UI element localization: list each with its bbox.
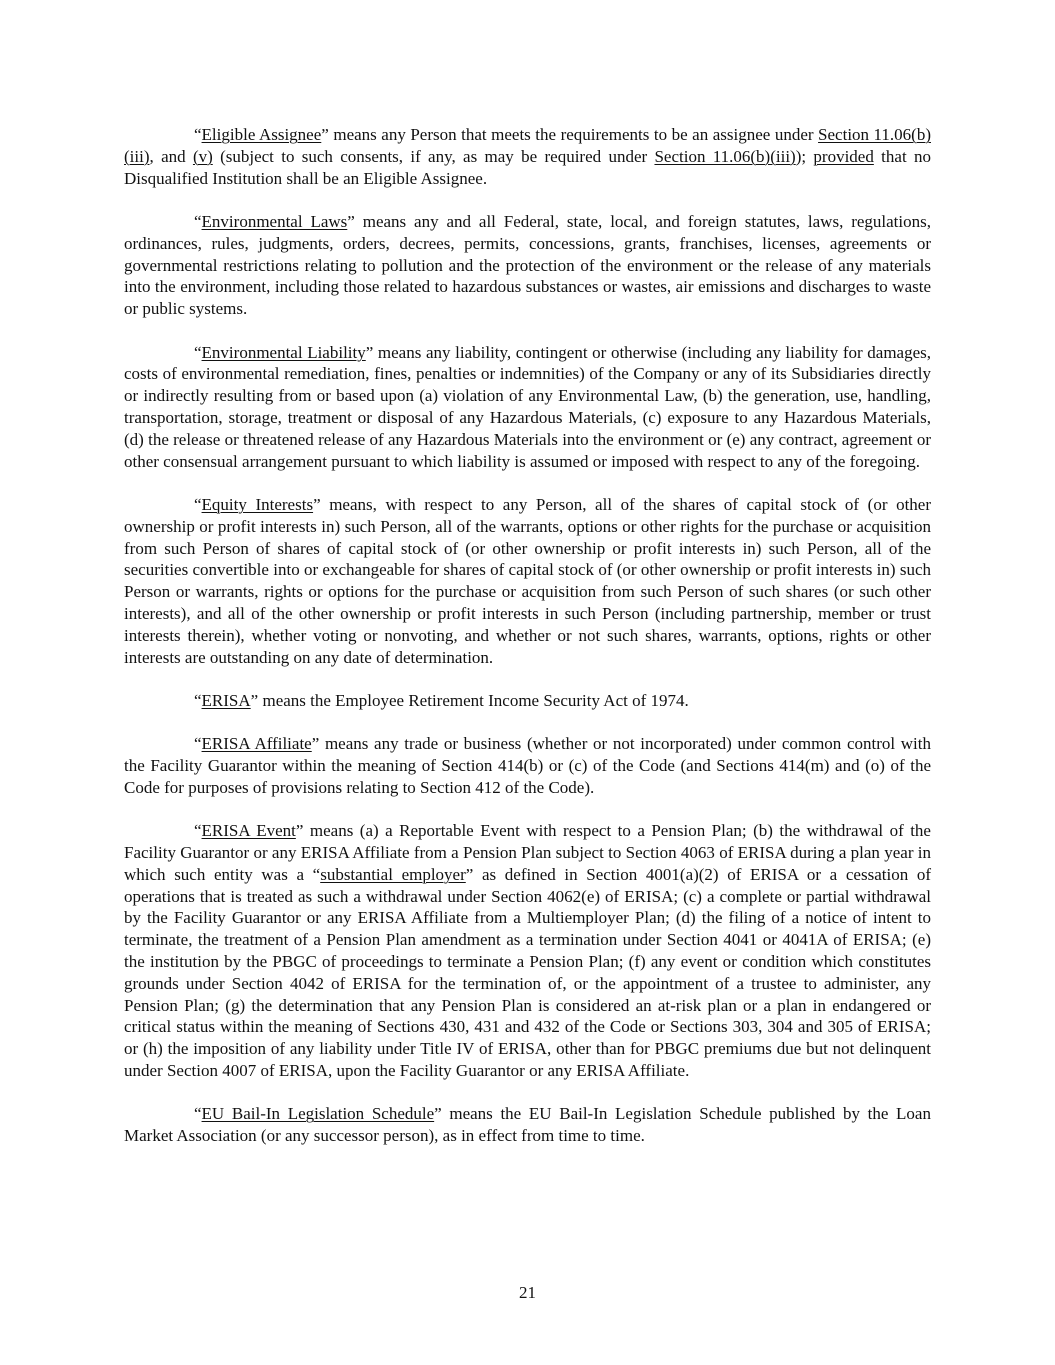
defined-term: ERISA bbox=[201, 690, 251, 710]
definition-text: ” means (a) a Reportable Event with respect to a Pension Plan; (b) the withdrawal of the Facility Guarantor or any ERISA Affiliate from a Pension Plan subject to Section 4063 of ERISA during a plan year in which such entity was a “ bbox=[124, 821, 931, 884]
definition-text: ” means any Person that meets the requirements to be an assignee under bbox=[321, 125, 819, 144]
definition-text: (subject to such consents, if any, as may be required under bbox=[212, 146, 655, 166]
definition-paragraph bbox=[124, 211, 931, 320]
definition-text: ” means any and all Federal, state, local, and foreign statutes, laws, regulations, ordinances, rules, judgments, orders, decrees, permits, concessions, grants, franchises, licenses, agreements or governmental restrictions relating to pollution and the protection of the environment or the release of any materials into the environment, including those related to hazardous substances or wastes, air emissions and discharges to waste or public systems. bbox=[124, 211, 931, 319]
open-quote: “ bbox=[194, 821, 202, 841]
definition-text: ” means any liability, contingent or otherwise (including any liability for damages, costs of environmental remediation, fines, penalties or indemnities) of the Company or any of its Subsidiaries directly or indirectly resulting from or based upon (a) violation of any Environmental Law, (b) the generation, use, handling, transportation, storage, treatment or disposal of any Hazardous Materials, (c) exposure to any Hazardous Materials, (d) the release or threatened release of any Hazardous Materials into the environment or (e) any contract, agreement or other consensual arrangement pursuant to which liability is assumed or imposed with respect to any of the foregoing. bbox=[124, 342, 931, 471]
open-quote: “ bbox=[194, 494, 202, 514]
defined-term: Equity Interests bbox=[201, 494, 314, 514]
definition-paragraph bbox=[124, 1103, 931, 1147]
open-quote: “ bbox=[194, 734, 202, 754]
definition-text: ” means any trade or business (whether or not incorporated) under common control with the Facility Guarantor within the meaning of Section 414(b) or (c) of the Code (and Sections 414(m) and (o) of the Code for purposes of provisions relating to Section 412 of the Code). bbox=[124, 734, 932, 797]
definition-text: ” as defined in Section 4001(a)(2) of ERISA or a cessation of operations that is treated as such a withdrawal under Section 4062(e) of ERISA; (c) a complete or partial withdrawal by the Facility Guarantor or any ERISA Affiliate from a Multiemployer Plan; (d) the filing of a notice of intent to terminate, the treatment of a Pension Plan amendment as a termination under Section 4041 or 4041A of ERISA; (e) the institution by the PBGC of proceedings to terminate a Pension Plan; (f) any event or condition which constitutes grounds under Section 4042 of ERISA for the termination of, or the appointment of a trustee to administer, any Pension Plan; (g) the determination that any Pension Plan is considered an at-risk plan or a plan in endangered or critical status within the meaning of Sections 430, 431 and 432 of the Code or Sections 303, 304 and 305 of ERISA; or (h) the imposition of any liability under Title IV of ERISA, other than for PBGC premiums due but not delinquent under Section 4007 of ERISA, upon the Facility Guarantor or any ERISA Affiliate. bbox=[124, 864, 932, 1081]
defined-term: ERISA Event bbox=[201, 821, 296, 841]
defined-term: Environmental Liability bbox=[201, 342, 366, 362]
cross-reference: Section 11.06(b)(iii) bbox=[124, 125, 931, 166]
definition-text: ” means the Employee Retirement Income Security Act of 1974. bbox=[250, 690, 689, 710]
definition-paragraph bbox=[124, 820, 931, 1082]
open-quote: “ bbox=[194, 1104, 202, 1124]
open-quote: “ bbox=[194, 690, 202, 710]
open-quote: “ bbox=[194, 211, 202, 231]
open-quote: “ bbox=[194, 342, 202, 362]
definition-text: ” means the EU Bail-In Legislation Schedule published by the Loan Market Association (or any successor person), as in effect from time to time. bbox=[124, 1104, 931, 1146]
defined-term: Eligible Assignee bbox=[201, 125, 322, 144]
definition-paragraph bbox=[124, 494, 931, 668]
definition-text: ); bbox=[795, 146, 814, 166]
defined-term: Environmental Laws bbox=[201, 211, 348, 231]
definition-paragraph bbox=[124, 342, 931, 473]
definition-paragraph bbox=[124, 124, 931, 189]
cross-reference: provided bbox=[813, 146, 874, 166]
definition-text: , and bbox=[149, 146, 193, 166]
definition-text: ” means, with respect to any Person, all of the shares of capital stock of (or other ownership or profit interests in) such Person, all of the warrants, options or other rights for the purchase or acquisition from such Person of shares of capital stock of (or other ownership or profit interests in) such Person, all of the securities convertible into or exchangeable for shares of capital stock of (or other ownership or profit interests in) such Person or warrants, rights or options for the purchase or acquisition from such Person of such shares (or such other interests), and all of the other ownership or profit interests in such Person (including partnership, member or trust interests therein), whether voting or nonvoting, and whether or not such shares, warrants, options, rights or other interests are outstanding on any date of determination. bbox=[124, 494, 931, 667]
definition-text: that no Disqualified Institution shall be an Eligible Assignee. bbox=[124, 146, 931, 188]
cross-reference: (v) bbox=[192, 146, 213, 166]
defined-term: EU Bail-In Legislation Schedule bbox=[201, 1104, 435, 1124]
definitions-body bbox=[124, 124, 931, 1169]
open-quote: “ bbox=[194, 125, 202, 144]
cross-reference: substantial employer bbox=[320, 864, 466, 884]
definition-paragraph bbox=[124, 733, 931, 798]
cross-reference: Section 11.06(b)(iii) bbox=[654, 146, 796, 166]
definition-paragraph bbox=[124, 690, 931, 712]
defined-term: ERISA Affiliate bbox=[201, 734, 312, 754]
page-number: 21 bbox=[519, 1283, 536, 1302]
